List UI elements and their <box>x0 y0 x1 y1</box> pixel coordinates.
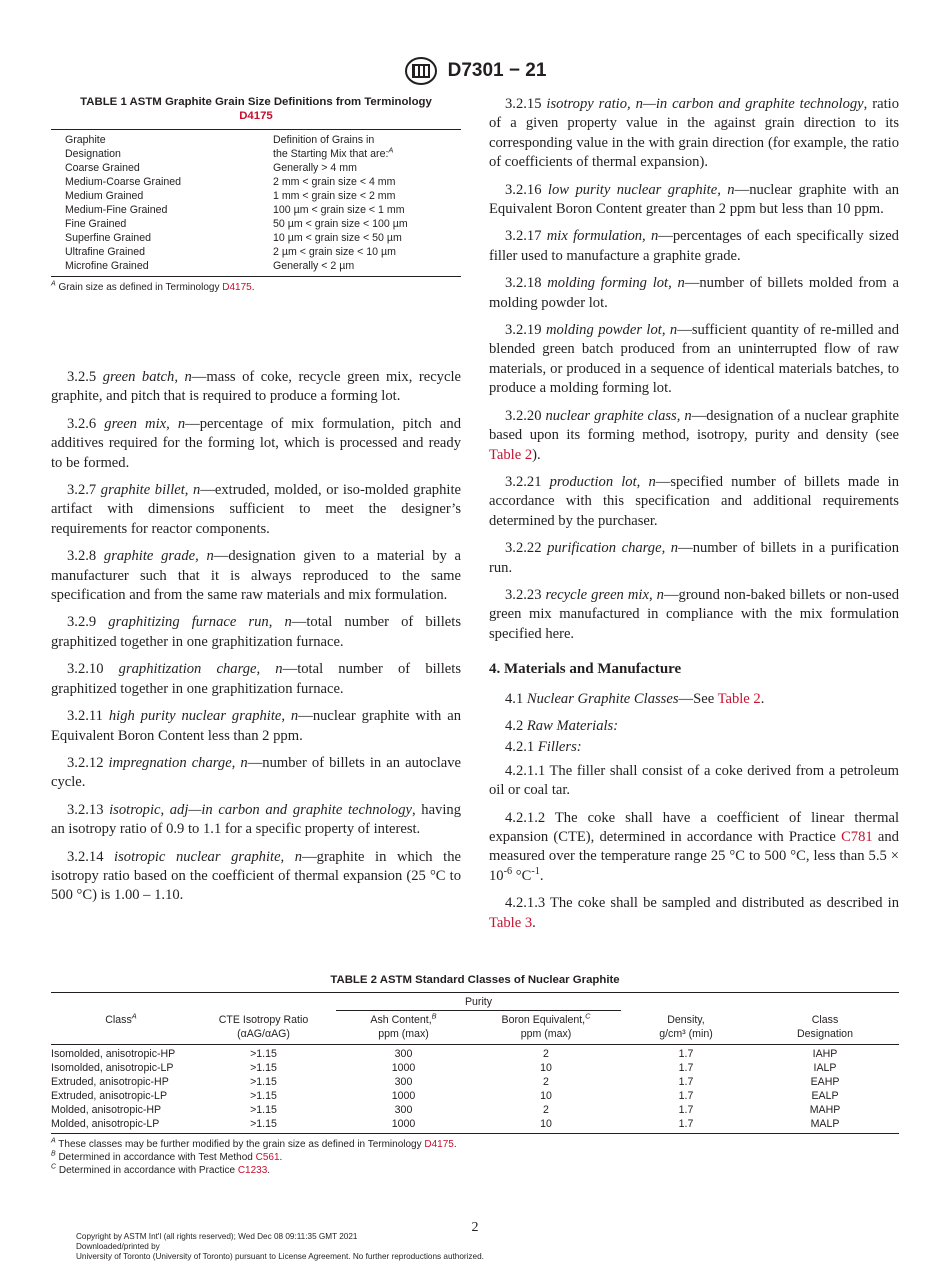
definition-3-2-21: 3.2.21 production lot, n—specified number of billets made in accordance with this specification and additional requirements determined by the purchaser. <box>489 473 900 529</box>
table-cell: EAHP <box>810 1076 840 1088</box>
table-cell: 300 <box>394 1104 413 1116</box>
table-header-cell: Purity <box>336 993 621 1011</box>
table-cell: 1.7 <box>678 1090 694 1102</box>
clause-4-2-1-2: 4.2.1.2 The coke shall have a coefficient of linear thermal expansion (CTE), determined in accordance with Practice C781 and measured over the temperature range 25 °C to 500 °C, less than $5.5 \times 10^{-6}$ $^\circ C^{-1}$. <box>489 809 899 884</box>
table-cell: Superfine Grained <box>65 232 151 244</box>
table-2-grid <box>51 992 899 1134</box>
table-row <box>51 175 461 189</box>
table-row <box>51 1103 899 1117</box>
page-number: 2 <box>471 1220 479 1235</box>
table-header-cell: Class$^A$ <box>105 1010 137 1026</box>
table-cell: MAHP <box>809 1104 841 1116</box>
table-cell: Molded, anisotropic-LP <box>51 1118 160 1130</box>
table-header-cell: Ash Content,$^B$ ppm (max) <box>370 1011 437 1040</box>
table-cell: Isomolded, anisotropic-LP <box>51 1062 174 1074</box>
table-cell: 300 <box>394 1048 413 1060</box>
copyright-footer: Copyright by ASTM Int'l (all rights reserved); Wed Dec 08 09:11:35 GMT 2021 Downloaded/printed by University of Toronto (University of Toronto) pursuant to License Agreement. No further reproductions authorized. <box>76 1232 484 1261</box>
definition-3-2-22: 3.2.22 purification charge, n—number of billets in a purification run. <box>489 540 899 576</box>
table-2-header-row <box>51 1011 899 1045</box>
table-1-footnote: $^A$ Grain size as defined in Terminology D4175. <box>51 280 255 293</box>
table-header-cell: Graphite Designation <box>65 134 121 160</box>
definition-3-2-14: 3.2.14 isotropic nuclear graphite, n—graphite in which the isotropy ratio based on the coefficient of thermal expansion (25 °C to 500 °C) is 1.00 – 1.10. <box>51 848 461 904</box>
table-cell: Ultrafine Grained <box>65 246 146 258</box>
table-row <box>51 189 461 203</box>
definition-3-2-17: 3.2.17 mix formulation, n—percentages of each specifically sized filler used to manufacture a graphite grade. <box>489 228 899 264</box>
table-2-link[interactable]: Table 2 <box>489 446 533 463</box>
clause-4-2-1-3: 4.2.1.3 The coke shall be sampled and distributed as described in Table 3. <box>489 895 899 931</box>
document-id: D7301 − 21 <box>447 60 547 81</box>
table-cell: 1000 <box>391 1118 416 1130</box>
table-cell: 1.7 <box>678 1104 694 1116</box>
table-row <box>51 1075 899 1089</box>
footnote-a: $^A$ These classes may be further modified by the grain size as defined in Terminology D4175. <box>51 1137 457 1150</box>
table-cell: 2 <box>543 1076 549 1088</box>
table-cell: >1.15 <box>250 1062 277 1074</box>
table-cell: IALP <box>813 1062 837 1074</box>
table-cell: Fine Grained <box>65 218 127 230</box>
footnote-link[interactable]: D4175 <box>222 282 252 293</box>
table-row <box>51 245 461 259</box>
table-2-title: TABLE 2 ASTM Standard Classes of Nuclear Graphite <box>330 974 620 986</box>
page-header <box>0 56 950 86</box>
right-column <box>489 95 899 941</box>
definition-3-2-20: 3.2.20 nuclear graphite class, n—designation of a nuclear graphite based upon its forming method, isotropy, purity and density (see Table 2). <box>489 407 899 463</box>
table-row <box>51 1045 899 1062</box>
table-cell: Medium-Coarse Grained <box>65 176 181 188</box>
table-row <box>51 259 461 277</box>
table-cell: 1 mm < grain size < 2 mm <box>273 190 396 202</box>
table-1-title-link[interactable]: D4175 <box>239 110 273 122</box>
table-1 <box>51 95 461 294</box>
table-cell: >1.15 <box>250 1104 277 1116</box>
table-cell: 2 <box>543 1104 549 1116</box>
table-2-group-row <box>51 993 899 1011</box>
table-cell: 2 <box>543 1048 549 1060</box>
table-cell: 10 <box>540 1090 552 1102</box>
table-1-title: TABLE 1 ASTM Graphite Grain Size Definitions from Terminology D4175 <box>80 96 432 122</box>
footnote-b: $^B$ Determined in accordance with Test Method C561. <box>51 1150 283 1163</box>
left-column <box>51 368 461 914</box>
definition-3-2-12: 3.2.12 impregnation charge, n—number of billets in an autoclave cycle. <box>51 754 461 791</box>
table-cell: 1000 <box>391 1062 416 1074</box>
footnote-c: $^C$ Determined in accordance with Practice C1233. <box>51 1163 271 1176</box>
table-row <box>51 161 461 175</box>
table-1-header-row <box>51 130 461 162</box>
definition-3-2-19: 3.2.19 molding powder lot, n—sufficient quantity of re-milled and blended green batch produced from an uninterrupted flow of raw materials, or produced in a sequence of identical materials batches, to produce a molding forming lot. <box>489 322 899 397</box>
table-2-link[interactable]: Table 2 <box>717 690 761 707</box>
definition-3-2-8: 3.2.8 graphite grade, n—designation given to a material by a manufacturer such that it is always reproduced to the same specification and from the same raw materials and mix formulation. <box>51 548 461 604</box>
table-cell: >1.15 <box>250 1090 277 1102</box>
table-cell: 1.7 <box>678 1062 694 1074</box>
table-cell: >1.15 <box>250 1076 277 1088</box>
table-2 <box>51 973 899 1177</box>
clause-4-2: 4.2 Raw Materials: <box>505 717 619 734</box>
table-cell: Medium-Fine Grained <box>65 204 168 216</box>
clause-4-1: 4.1 Nuclear Graphite Classes—See Table 2. <box>505 690 765 707</box>
table-cell: Coarse Grained <box>65 162 140 174</box>
table-cell: 1.7 <box>678 1048 694 1060</box>
definition-3-2-23: 3.2.23 recycle green mix, n—ground non-baked billets or non-used green mix manufactured in compliance with the mix formulation specified here. <box>489 586 899 642</box>
table-cell: IAHP <box>812 1048 838 1060</box>
table-cell: MALP <box>810 1118 840 1130</box>
table-cell: 10 <box>540 1118 552 1130</box>
section-heading: 4. Materials and Manufacture <box>489 661 682 678</box>
table-header-cell: Boron Equivalent,$^C$ ppm (max) <box>501 1011 591 1040</box>
table-cell: Generally < 2 µm <box>273 260 355 272</box>
table-cell: 1.7 <box>678 1076 694 1088</box>
table-cell: Isomolded, anisotropic-HP <box>51 1048 176 1060</box>
footnote-link[interactable]: D4175 <box>424 1139 454 1150</box>
table-header-cell: Class Designation <box>797 1013 853 1040</box>
table-cell: Generally > 4 mm <box>273 162 357 174</box>
table-cell: >1.15 <box>250 1048 277 1060</box>
table-header-cell: CTE Isotropy Ratio (αAG/αAG) <box>218 1013 309 1040</box>
table-row <box>51 1061 899 1075</box>
table-cell: Medium Grained <box>65 190 144 202</box>
table-cell: >1.15 <box>250 1118 277 1130</box>
definition-3-2-7: 3.2.7 graphite billet, n—extruded, molded, or iso-molded graphite artifact with dimensions sufficient to meet the designer’s requirements for reactor components. <box>51 482 461 537</box>
table-cell: EALP <box>811 1090 839 1102</box>
definition-3-2-16: 3.2.16 low purity nuclear graphite, n—nuclear graphite with an Equivalent Boron Content greater than 2 ppm but less than 10 ppm. <box>489 181 899 218</box>
table-cell: 2 mm < grain size < 4 mm <box>273 176 396 188</box>
table-cell: 1000 <box>391 1090 416 1102</box>
definition-3-2-13: 3.2.13 isotropic, adj—in carbon and graphite technology, having an isotropy ratio of 0.9 to 1.1 for a specific property of interest. <box>51 801 461 838</box>
table-cell: 2 µm < grain size < 10 µm <box>273 246 396 258</box>
table-cell: Microfine Grained <box>65 260 149 272</box>
table-cell: 1.7 <box>678 1118 694 1130</box>
table-row <box>51 217 461 231</box>
table-cell: 300 <box>394 1076 413 1088</box>
table-cell: 100 µm < grain size < 1 mm <box>273 204 405 216</box>
definition-3-2-6: 3.2.6 green mix, n—percentage of mix formulation, pitch and additives required for the forming lot, which is processed and ready to be formed. <box>51 415 462 471</box>
table-row <box>51 203 461 217</box>
table-3-link[interactable]: Table 3 <box>489 914 533 931</box>
definition-3-2-10: 3.2.10 graphitization charge, n—total number of billets graphitized together in one graphitization furnace. <box>51 661 461 697</box>
table-2-footnotes <box>51 1138 899 1177</box>
clause-4-2-1-1: 4.2.1.1 The filler shall consist of a coke derived from a petroleum oil or coal tar. <box>489 762 899 799</box>
astm-logo-icon <box>404 56 438 86</box>
table-cell: Extruded, anisotropic-HP <box>51 1076 169 1088</box>
table-cell: 50 µm < grain size < 100 µm <box>273 218 408 230</box>
definition-3-2-15: 3.2.15 isotropy ratio, n—in carbon and graphite technology, ratio of a given property value in the against grain direction to its corresponding value in the with grain direction (for example, the ratio of coefficients of thermal expansion). <box>489 96 899 171</box>
table-row <box>51 231 461 245</box>
table-header-cell: Density, g/cm³ (min) <box>659 1013 713 1040</box>
definition-3-2-9: 3.2.9 graphitizing furnace run, n—total number of billets graphitized together in one graphitization furnace. <box>51 614 462 650</box>
c781-link[interactable]: C781 <box>841 829 873 845</box>
table-cell: Extruded, anisotropic-LP <box>51 1090 168 1102</box>
table-1-grid <box>51 129 461 277</box>
definition-3-2-11: 3.2.11 high purity nuclear graphite, n—nuclear graphite with an Equivalent Boron Content less than 2 ppm. <box>51 708 461 744</box>
definition-3-2-18: 3.2.18 molding forming lot, n—number of billets molded from a molding powder lot. <box>489 275 899 311</box>
table-cell: Molded, anisotropic-HP <box>51 1104 162 1116</box>
clause-4-2-1: 4.2.1 Fillers: <box>505 739 582 756</box>
table-cell: 10 <box>540 1062 552 1074</box>
table-row <box>51 1117 899 1134</box>
table-row <box>51 1089 899 1103</box>
table-header-cell: Definition of Grains in the Starting Mix that are:$^A$ <box>273 134 394 160</box>
footnote-link[interactable]: C1233 <box>237 1165 268 1176</box>
footnote-link[interactable]: C561 <box>255 1152 280 1163</box>
table-cell: 10 µm < grain size < 50 µm <box>273 232 402 244</box>
definition-3-2-5: 3.2.5 green batch, n—mass of coke, recycle green mix, recycle graphite, and pitch that is required to produce a forming lot. <box>51 369 461 405</box>
